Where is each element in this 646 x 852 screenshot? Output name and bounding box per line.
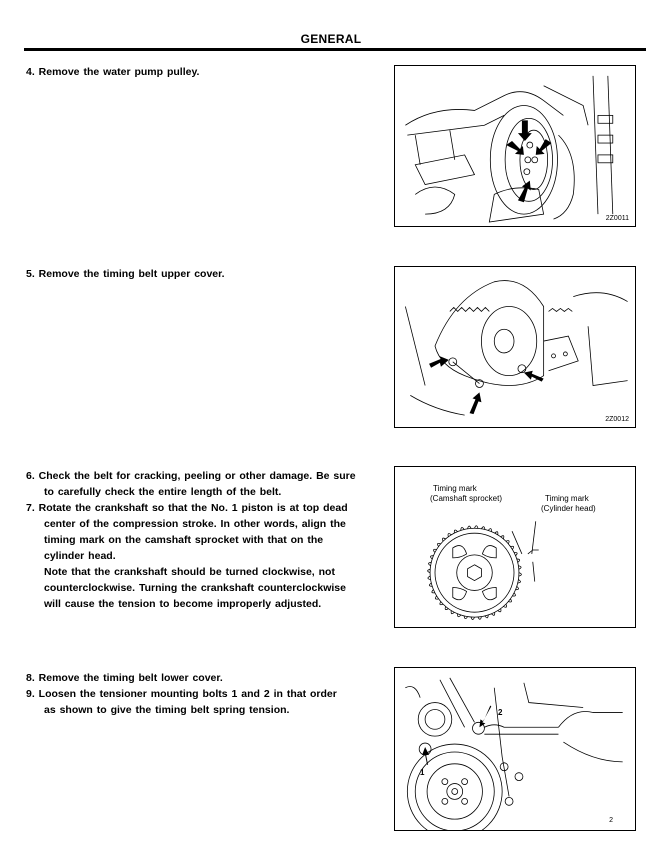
arrow-icon (422, 747, 429, 765)
bolt-1-label: 1 (420, 768, 425, 777)
arrow-icon (506, 141, 524, 155)
page-title: GENERAL (300, 32, 362, 46)
step-line: 6. Check the belt for cracking, peeling or other damage. Be sure (26, 470, 356, 482)
arrow-icon (536, 139, 552, 155)
step-line: will cause the tension to become improperly adjusted. (44, 598, 322, 610)
callout-cylinder-head-label: (Cylinder head) (541, 504, 596, 513)
figure-camshaft-timing-mark (394, 466, 636, 628)
figure-code: 2Z0011 (605, 215, 629, 222)
figure-water-pump-pulley (394, 65, 636, 227)
figure-timing-belt-upper-cover (394, 266, 636, 428)
step-line: counterclockwise. Turning the crankshaft counterclockwise (44, 582, 346, 594)
step-line: cylinder head. (44, 550, 116, 562)
step-line: to carefully check the entire length of the belt. (44, 486, 282, 498)
figure-code: 2 (609, 817, 613, 824)
arrow-icon (479, 706, 491, 728)
arrow-icon (470, 392, 482, 414)
arrow-icons (395, 668, 635, 830)
step-line: 9. Loosen the tensioner mounting bolts 1 and 2 in that order (26, 688, 337, 700)
callout-timing-mark-camshaft-label: Timing mark (433, 484, 477, 493)
step-5-text (26, 266, 225, 282)
step-line: as shown to give the timing belt spring tension. (44, 704, 290, 716)
sprocket-teeth (428, 526, 522, 620)
header-divider (24, 48, 646, 51)
arrow-icons (395, 267, 635, 427)
steps-8-9-text (26, 670, 337, 718)
step-line: 8. Remove the timing belt lower cover. (26, 672, 223, 684)
camshaft-sprocket-illustration (395, 467, 635, 627)
step-line: Note that the crankshaft should be turned clockwise, not (44, 566, 335, 578)
figure-tensioner-bolts (394, 667, 636, 831)
steps-6-7-text (26, 468, 356, 612)
step-line: timing mark on the camshaft sprocket with that on the (44, 534, 324, 546)
callout-timing-mark-cylinder-label: Timing mark (545, 494, 589, 503)
step-line: 4. Remove the water pump pulley. (26, 66, 200, 78)
figure-code: 2Z0012 (605, 416, 629, 423)
step-4-text (26, 64, 199, 80)
bolt-2-label: 2 (498, 708, 503, 717)
step-line: 5. Remove the timing belt upper cover. (26, 268, 225, 280)
step-line: center of the compression stroke. In other words, align the (44, 518, 346, 530)
arrow-icon (518, 181, 531, 203)
arrow-icon (524, 371, 544, 382)
arrow-icon (429, 356, 449, 368)
arrow-icon (518, 120, 532, 141)
arrow-icons (395, 66, 635, 226)
callout-camshaft-sprocket-label: (Camshaft sprocket) (430, 494, 503, 503)
step-line: 7. Rotate the crankshaft so that the No. 1 piston is at top dead (26, 502, 348, 514)
